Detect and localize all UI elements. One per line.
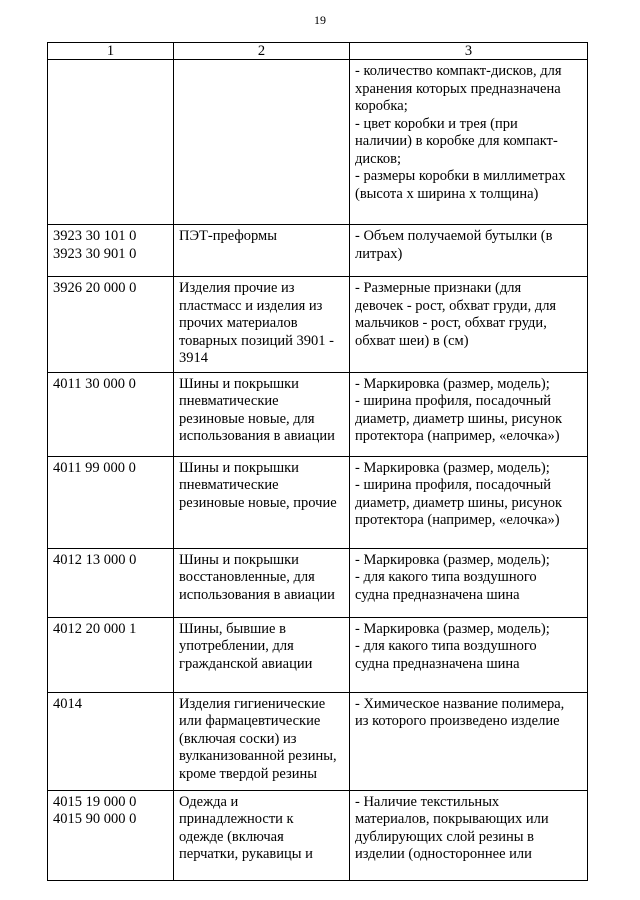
tnved-code-cell [48, 60, 174, 225]
attributes-text: - количество компакт-дисков, для хранения которых предназначена коробка; - цвет коробки и трея (при наличии) в коробке для компакт- дисков; - размеры коробки в миллиметрах (высота х ширина х толщина) [355, 63, 566, 202]
goods-name-cell [174, 790, 350, 880]
attributes-cell [350, 277, 588, 373]
table-row [48, 372, 588, 456]
tnved-code: 4015 19 000 0 [53, 793, 137, 810]
tnved-code: 4012 13 000 0 [53, 551, 137, 568]
attributes-text: - Маркировка (размер, модель); - ширина профиля, посадочный диаметр, диаметр шины, рисунок протектора (например, «елочка») [355, 459, 563, 528]
goods-name-cell [174, 548, 350, 617]
tnved-code: 4011 99 000 0 [53, 459, 136, 476]
attributes-text: - Химическое название полимера, из которого произведено изделие [355, 695, 565, 729]
attributes-cell [350, 692, 588, 790]
attributes-text: - Маркировка (размер, модель); - для какого типа воздушного судна предназначена шина [355, 620, 550, 672]
tnved-code: 3923 30 901 0 [53, 245, 137, 262]
table-header-row [48, 43, 588, 60]
goods-name: Шины и покрышки восстановленные, для использования в авиации [179, 551, 335, 603]
tnved-code: 3926 20 000 0 [53, 280, 137, 296]
tnved-code-cell [48, 277, 174, 373]
attributes-cell [350, 617, 588, 692]
tnved-code-cell [48, 790, 174, 880]
goods-name: Шины и покрышки пневматические резиновые новые, для использования в авиации [179, 375, 335, 444]
table-row [48, 617, 588, 692]
table-row [48, 790, 588, 880]
goods-name-cell [174, 617, 350, 692]
goods-name-cell [174, 60, 350, 225]
goods-name: Изделия гигиенические или фармацевтические (включая соски) из вулканизованной резины, кроме твердой резины [179, 695, 337, 782]
goods-name: Шины и покрышки пневматические резиновые новые, прочие [179, 459, 337, 511]
attributes-cell [350, 456, 588, 548]
tnved-code-cell [48, 225, 174, 277]
page-number: 19 [314, 13, 326, 27]
attributes-text: - Наличие текстильных материалов, покрывающих или дублирующих слой резины в изделии (одностороннее или [355, 793, 549, 862]
attributes-text: - Маркировка (размер, модель); - ширина профиля, посадочный диаметр, диаметр шины, рисунок протектора (например, «елочка») [355, 375, 563, 444]
goods-name: ПЭТ-преформы [179, 228, 277, 244]
tnved-code: 4012 20 000 1 [53, 620, 137, 637]
goods-name: Изделия прочие из пластмасс и изделия из прочих материалов товарных позиций 3901 - 3914 [179, 280, 334, 366]
table-row [48, 277, 588, 373]
tnved-code-cell [48, 692, 174, 790]
goods-name-cell [174, 225, 350, 277]
table-row [48, 225, 588, 277]
goods-name: Одежда и принадлежности к одежде (включая перчатки, рукавицы и [179, 793, 313, 862]
column-header-3: 3 [350, 43, 588, 60]
goods-name: Шины, бывшие в употреблении, для гражданской авиации [179, 620, 313, 672]
attributes-cell [350, 372, 588, 456]
table-row [48, 548, 588, 617]
table-row [48, 60, 588, 225]
tnved-code: 4011 30 000 0 [53, 375, 136, 392]
goods-name-cell [174, 277, 350, 373]
goods-table [47, 42, 588, 881]
attributes-text: - Размерные признаки (для девочек - рост, обхват груди, для мальчиков - рост, обхват груди, обхват шеи) в (см) [355, 280, 557, 349]
column-header-2: 2 [174, 43, 350, 60]
attributes-text: - Маркировка (размер, модель); - для какого типа воздушного судна предназначена шина [355, 551, 550, 603]
tnved-code-cell [48, 456, 174, 548]
attributes-cell [350, 60, 588, 225]
column-header-1: 1 [48, 43, 174, 60]
attributes-cell [350, 790, 588, 880]
attributes-cell [350, 548, 588, 617]
tnved-code: 3923 30 101 0 [53, 228, 137, 244]
tnved-code-cell [48, 548, 174, 617]
tnved-code-cell [48, 617, 174, 692]
goods-name-cell [174, 692, 350, 790]
table-row [48, 692, 588, 790]
table-row [48, 456, 588, 548]
tnved-code: 4015 90 000 0 [53, 811, 137, 827]
goods-name-cell [174, 456, 350, 548]
tnved-code: 4014 [53, 695, 82, 712]
attributes-cell [350, 225, 588, 277]
tnved-code-cell [48, 372, 174, 456]
goods-name-cell [174, 372, 350, 456]
attributes-text: - Объем получаемой бутылки (в литрах) [355, 228, 553, 262]
